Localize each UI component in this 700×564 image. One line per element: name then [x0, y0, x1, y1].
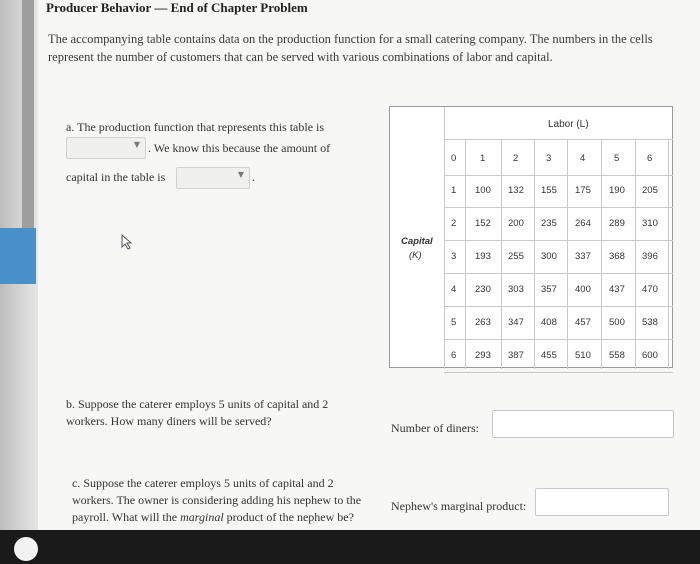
table-cell: 396 [642, 251, 658, 262]
table-column-divider [501, 139, 502, 369]
capital-value-1: 1 [451, 185, 457, 196]
table-column-divider [534, 139, 535, 369]
capital-value-6: 6 [451, 350, 457, 361]
labor-value-2: 2 [513, 153, 519, 164]
table-cell: 152 [475, 218, 491, 229]
period: . [252, 170, 255, 184]
table-cell: 263 [475, 317, 491, 328]
left-scroll-track [22, 0, 34, 230]
table-column-divider [601, 139, 602, 369]
table-cell: 193 [475, 251, 491, 262]
pointer-cursor-icon [120, 234, 134, 254]
chevron-down-icon: ▼ [133, 140, 140, 149]
table-column-divider [635, 139, 636, 369]
table-cell: 175 [575, 185, 591, 196]
table-cell: 289 [609, 218, 625, 229]
labor-value-4: 4 [580, 153, 586, 164]
table-cell: 303 [508, 284, 524, 295]
page-title: Producer Behavior — End of Chapter Problem [46, 0, 308, 15]
capital-sub: (K) [409, 250, 422, 261]
part-a-line1: a. The production function that represents this table is [66, 120, 325, 134]
capital-value-2: 2 [451, 218, 457, 229]
table-cell: 300 [541, 251, 557, 262]
table-cell: 510 [575, 350, 591, 361]
marginal-product-input[interactable] [535, 488, 669, 516]
labor-value-0: 0 [451, 153, 457, 164]
part-a-line2: . We know this because the amount of [148, 141, 331, 155]
table-row-divider [444, 306, 673, 307]
table-cell: 132 [508, 185, 524, 196]
labor-value-5: 5 [614, 153, 620, 164]
table-cell: 190 [609, 185, 625, 196]
table-cell: 437 [609, 284, 625, 295]
bottom-knob [14, 537, 38, 561]
capital-value-4: 4 [451, 284, 457, 295]
part-c-line3-prefix: payroll. What will the [72, 510, 181, 524]
table-cell: 538 [642, 317, 658, 328]
capital-dropdown[interactable] [176, 167, 250, 189]
part-c-line3-emphasis: marginal [180, 510, 224, 524]
part-c-line3 [72, 508, 354, 526]
part-b-line2: workers. How many diners will be served? [66, 414, 272, 428]
table-cell: 337 [575, 251, 591, 262]
diners-label: Number of diners: [391, 421, 479, 435]
table-row-divider [444, 240, 673, 241]
table-row-divider [444, 273, 673, 274]
table-cell: 347 [508, 317, 524, 328]
table-cell: 100 [475, 185, 491, 196]
table-cell: 600 [642, 350, 658, 361]
table-cell: 408 [541, 317, 557, 328]
table-divider [444, 175, 673, 176]
capital-value-3: 3 [451, 251, 457, 262]
diners-input[interactable] [492, 410, 674, 438]
labor-header: Labor (L) [548, 119, 589, 130]
table-cell: 200 [508, 218, 524, 229]
production-function-dropdown[interactable] [66, 137, 146, 159]
table-cell: 558 [609, 350, 625, 361]
table-cell: 230 [475, 284, 491, 295]
table-cell: 255 [508, 251, 524, 262]
table-cell: 293 [475, 350, 491, 361]
bottom-bar [0, 530, 700, 564]
table-cell: 235 [541, 218, 557, 229]
table-cell: 470 [642, 284, 658, 295]
part-c-line1: c. Suppose the caterer employs 5 units of capital and 2 [72, 476, 334, 490]
table-cell: 500 [609, 317, 625, 328]
table-column-divider [668, 139, 669, 369]
table-cell: 155 [541, 185, 557, 196]
marginal-product-label: Nephew's marginal product: [391, 499, 527, 513]
table-row-divider [444, 207, 673, 208]
table-cell: 455 [541, 350, 557, 361]
table-cell: 368 [609, 251, 625, 262]
table-row-divider [444, 372, 673, 373]
capital-value-5: 5 [451, 317, 457, 328]
labor-value-1: 1 [480, 153, 486, 164]
chevron-down-icon: ▼ [237, 170, 244, 179]
table-row-divider [444, 339, 673, 340]
part-c-line3-suffix: product of the nephew be? [223, 510, 354, 524]
production-table [389, 106, 673, 368]
labor-value-3: 3 [546, 153, 552, 164]
part-a-line3: capital in the table is [66, 170, 166, 184]
intro-text: The accompanying table contains data on the production function for a small catering company. The numbers in the cells represent the number of customers that can be served with various combinations of labor and capital. [48, 32, 653, 64]
labor-value-6: 6 [647, 153, 653, 164]
left-accent-tab[interactable] [0, 228, 36, 284]
part-b-line1: b. Suppose the caterer employs 5 units of capital and 2 [66, 397, 329, 411]
table-cell: 264 [575, 218, 591, 229]
table-column-divider [567, 139, 568, 369]
table-cell: 205 [642, 185, 658, 196]
part-c-line2: workers. The owner is considering adding his nephew to the [72, 493, 362, 507]
table-cell: 387 [508, 350, 524, 361]
table-column-divider [465, 139, 466, 369]
table-cell: 457 [575, 317, 591, 328]
table-cell: 400 [575, 284, 591, 295]
table-cell: 357 [541, 284, 557, 295]
capital-header: Capital [401, 236, 433, 247]
table-cell: 310 [642, 218, 658, 229]
